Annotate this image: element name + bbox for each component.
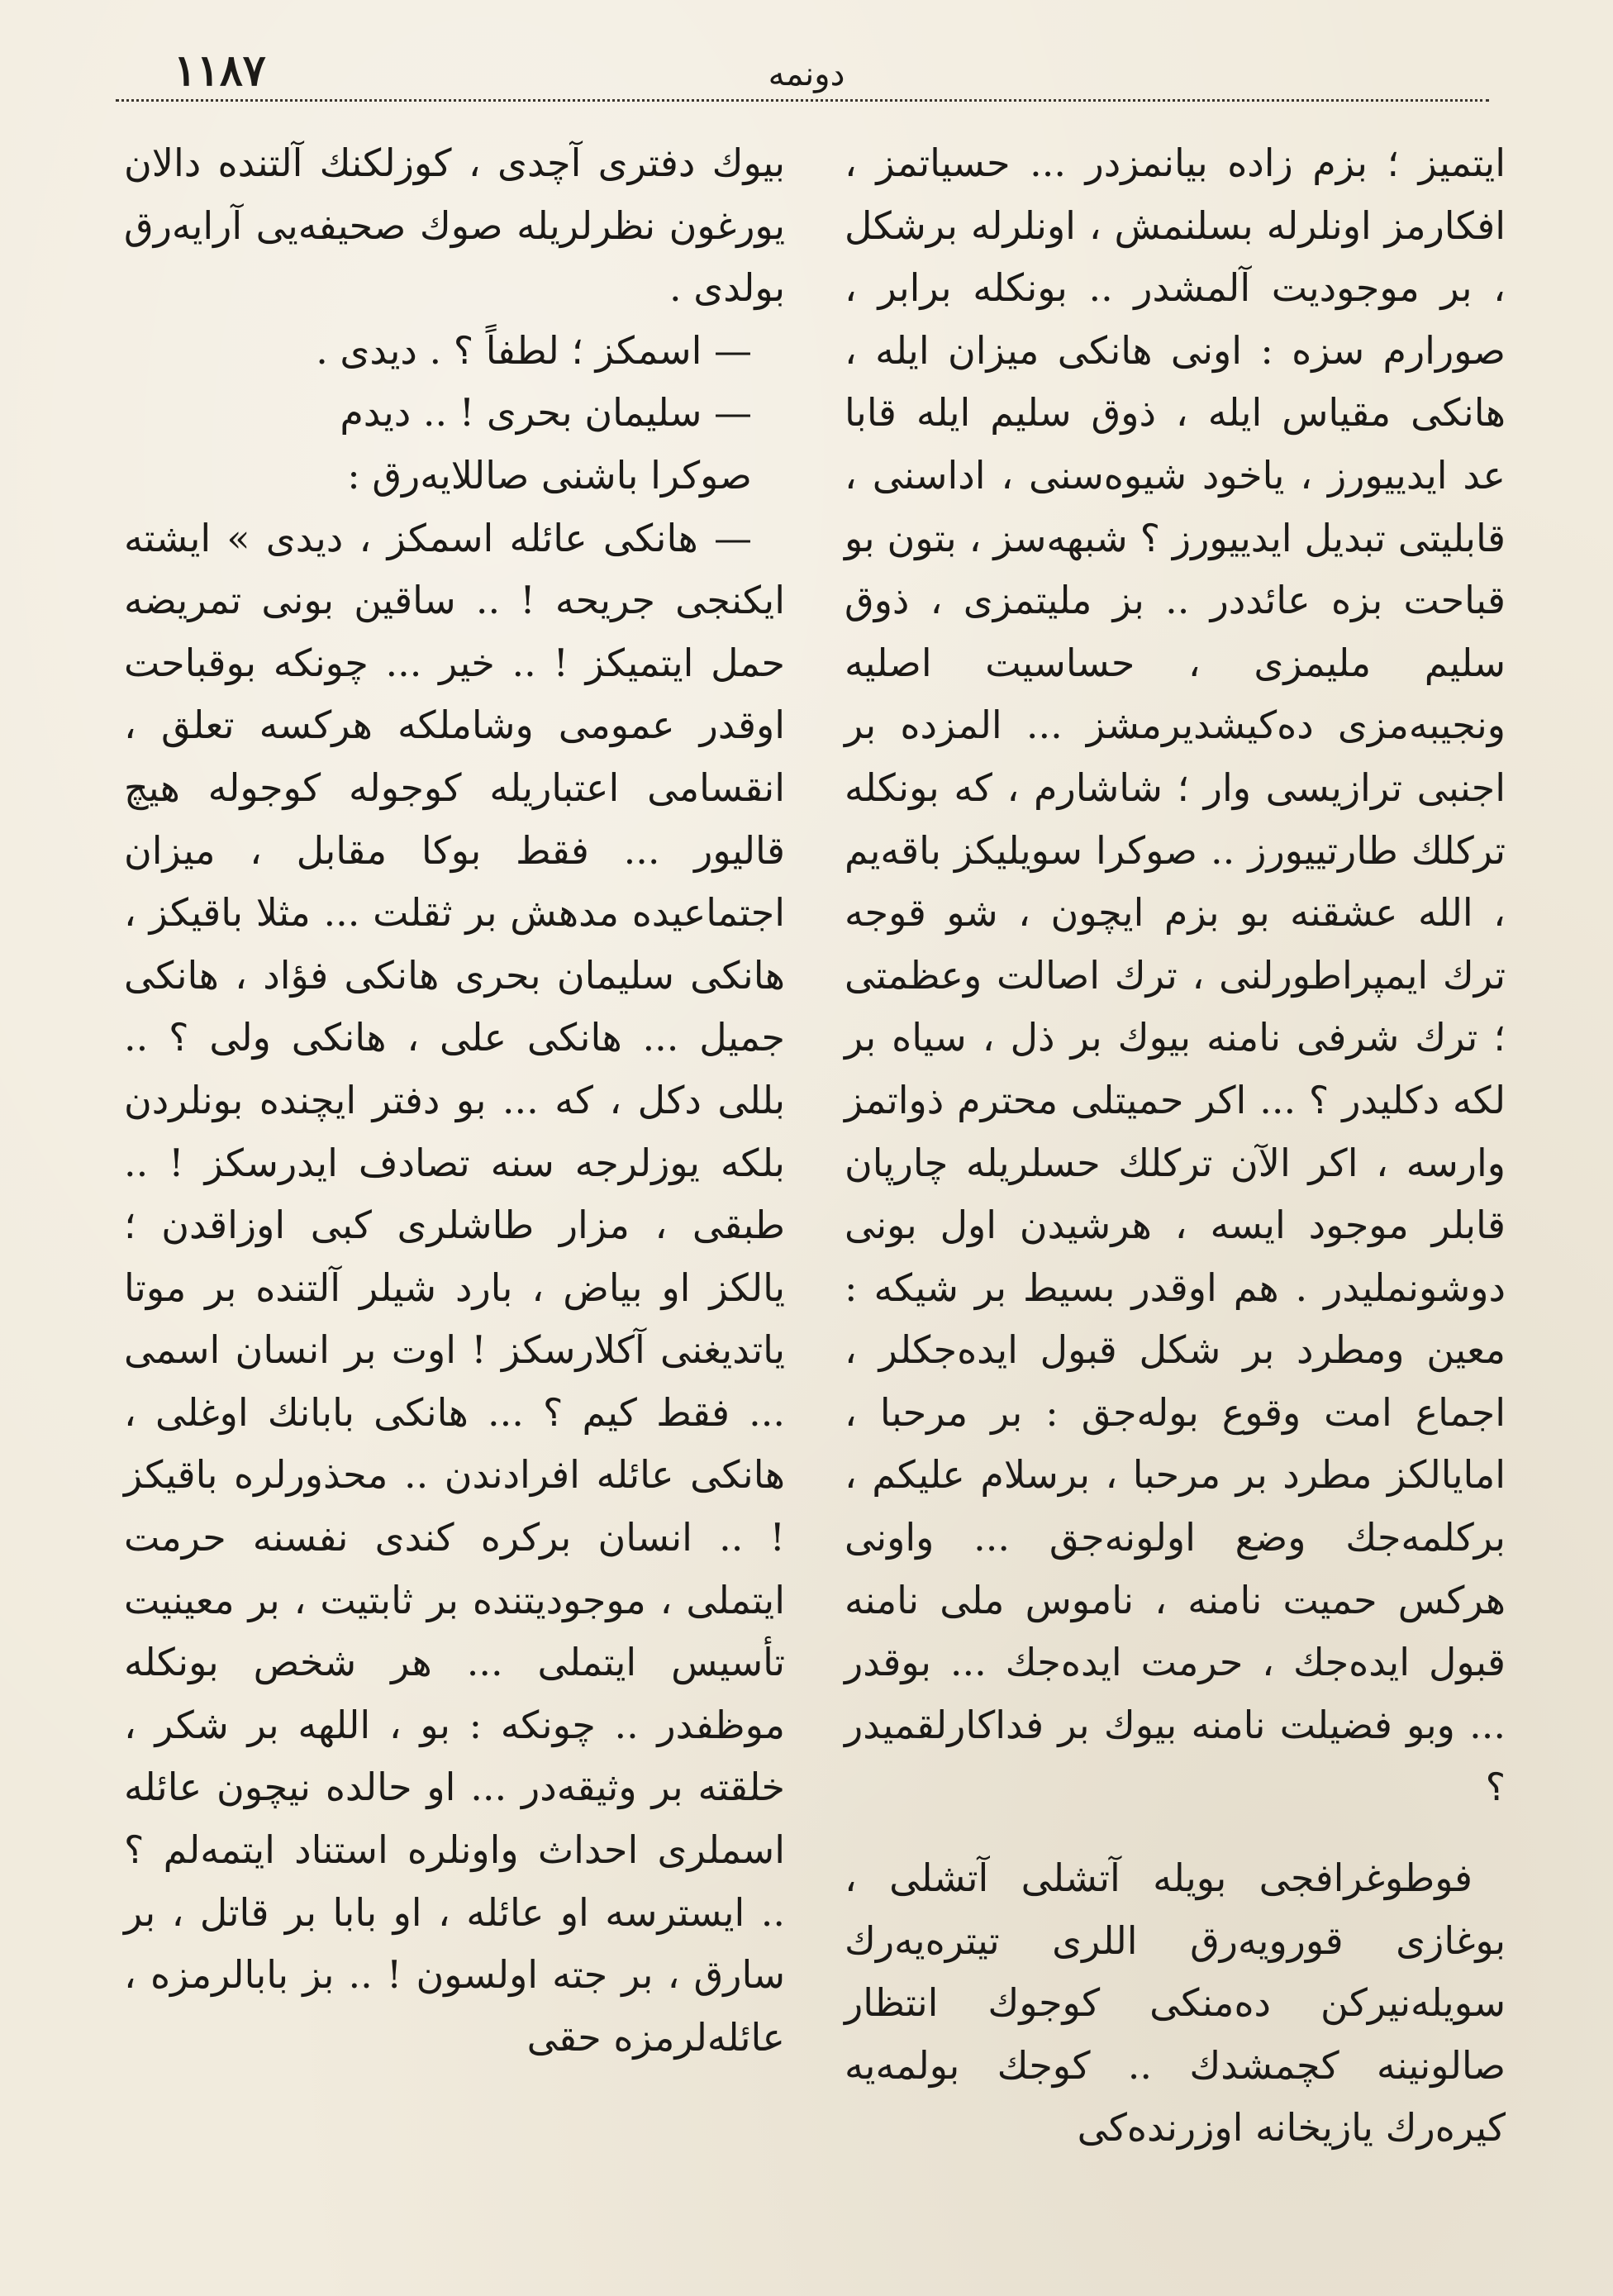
paragraph: بیوك دفتری آچدی ، کوزلکنك آلتنده دالان یورغون نظرلریله صوك صحیفه‌یی آرایه‌رق بولدی . bbox=[124, 141, 785, 311]
left-text-column bbox=[124, 132, 785, 2069]
page-number: ١١٨٧ bbox=[174, 45, 266, 96]
header-dotted-rule bbox=[116, 99, 1489, 102]
dialogue-line: — سلیمان بحری ! .. دیدم bbox=[340, 390, 752, 436]
right-text-column bbox=[845, 132, 1506, 2160]
paragraph: فوطوغرافجی بویله آتشلی آتشلی ، بوغازی قورویه‌رق اللری تیتره‌یه‌رك سویله‌نیرکن ده‌منکی کوجوك انتظار صالونینه کچمشدك .. کوجك بولمه‌یه کیره‌رك یازیخانه اوزرنده‌کی bbox=[845, 1855, 1506, 2151]
running-title: دونمه bbox=[768, 55, 845, 93]
paragraph: ایتمیز ؛ بزم زاده بیانمزدر ... حسیاتمز ، افکارمز اونلرله بسلنمش ، اونلرله برشکل ، بر موجودیت آلمشدر .. بونکله برابر ، صورارم سزه : اونی هانکی میزان ایله ، هانکی مقیاس ایله ، ذوق سلیم ایله قابا عد ایدییورز ، یاخود شیوه‌سنی ، اداسنی ، قابلیتی تبدیل ایدییورز ؟ شبهه‌سز ، بتون بو قباحت بزه عائددر .. بز ملیتمزی ، ذوق سلیم ملیمزی ، حساسیت اصلیه ونجیبه‌مزی ده‌کیشدیرمشز ... المزده بر اجنبی ترازیسی وار ؛ شاشارم ، که بونکله ترکلك طارتییورز .. صوکرا سویلیکز باقه‌یم ، الله عشقنه بو بزم ایچون ، شو قوجه ترك ایمپراطورلنی ، ترك اصالت وعظمتی ؛ ترك شرفی نامنه بیوك بر ذل ، سیاه بر لکه دکلیدر ؟ ... اکر حمیتلی محترم ذواتمز وارسه ، اکر الآن ترکلك حسلریله چارپان قابلر موجود ایسه ، هرشیدن اول بونی دوشونملیدر . هم اوقدر بسیط بر شیکه : معین ومطرد بر شکل قبول ایده‌جکلر ، اجماع امت وقوع بوله‌جق : بر مرحبا ، امایالکز مطرد بر مرحبا ، برسلام علیکم ، برکلمه‌جك وضع اولونه‌جق ... واونی هرکس حمیت نامنه ، ناموس ملی نامنه قبول ایده‌جك ، حرمت ایده‌جك ... بوقدر ... وبو فضیلت نامنه بیوك بر فداکارلقمیدر ؟ bbox=[845, 141, 1506, 1810]
page-header bbox=[116, 45, 1497, 112]
paragraph: — هانکی عائله اسمکز ، دیدی » ایشته ایکنجی جریحه ! .. ساقین بونی تمریضه حمل ایتمیکز ! .. خیر ... چونکه بوقباحت اوقدر عمومی وشاملکه هرکسه تعلق ، انقسامی اعتباریله کوجوله کوجوله هیچ قالیور ... فقط بوکا مقابل ، میزان اجتماعیده مدهش بر ثقلت ... مثلا باقیکز ، هانکی سلیمان بحری هانکی فؤاد ، هانکی جمیل ... هانکی علی ، هانکی ولی ؟ .. بللی دکل ، که ... بو دفتر ایچنده بونلردن بلکه یوزلرجه سنه تصادف ایدرسکز ! .. طبقی ، مزار طاشلری کبی اوزاقدن ؛ یالکز او بیاض ، بارد شیلر آلتنده بر موتا یاتدیغنی آکلارسکز ! اوت بر انسان اسمی ... فقط کیم ؟ ... هانکی بابانك اوغلی ، هانکی عائله افرادندن .. محذورلره باقیکز ! .. انسان برکره کندی نفسنه حرمت ایتملی ، موجودیتنده بر ثابتیت ، بر معینیت تأسیس ایتملی ... هر شخص بونکله موظفدر .. چونکه : بو ، اللهه بر شکر ، خلقته بر وثیقه‌در ... او حالده نیچون عائله اسملری احداث واونلره استناد ایتمه‌لم ؟ .. ایسترسه او عائله ، او بابا بر قاتل ، بر سارق ، بر جته اولسون ! .. بز بابالرمزه ، عائله‌لرمزه حقی bbox=[124, 515, 785, 2060]
paragraph: صوکرا باشنی صاللایه‌رق : bbox=[347, 452, 752, 498]
dialogue-line: — اسمکز ؛ لطفاً ؟ . دیدی . bbox=[316, 327, 752, 373]
